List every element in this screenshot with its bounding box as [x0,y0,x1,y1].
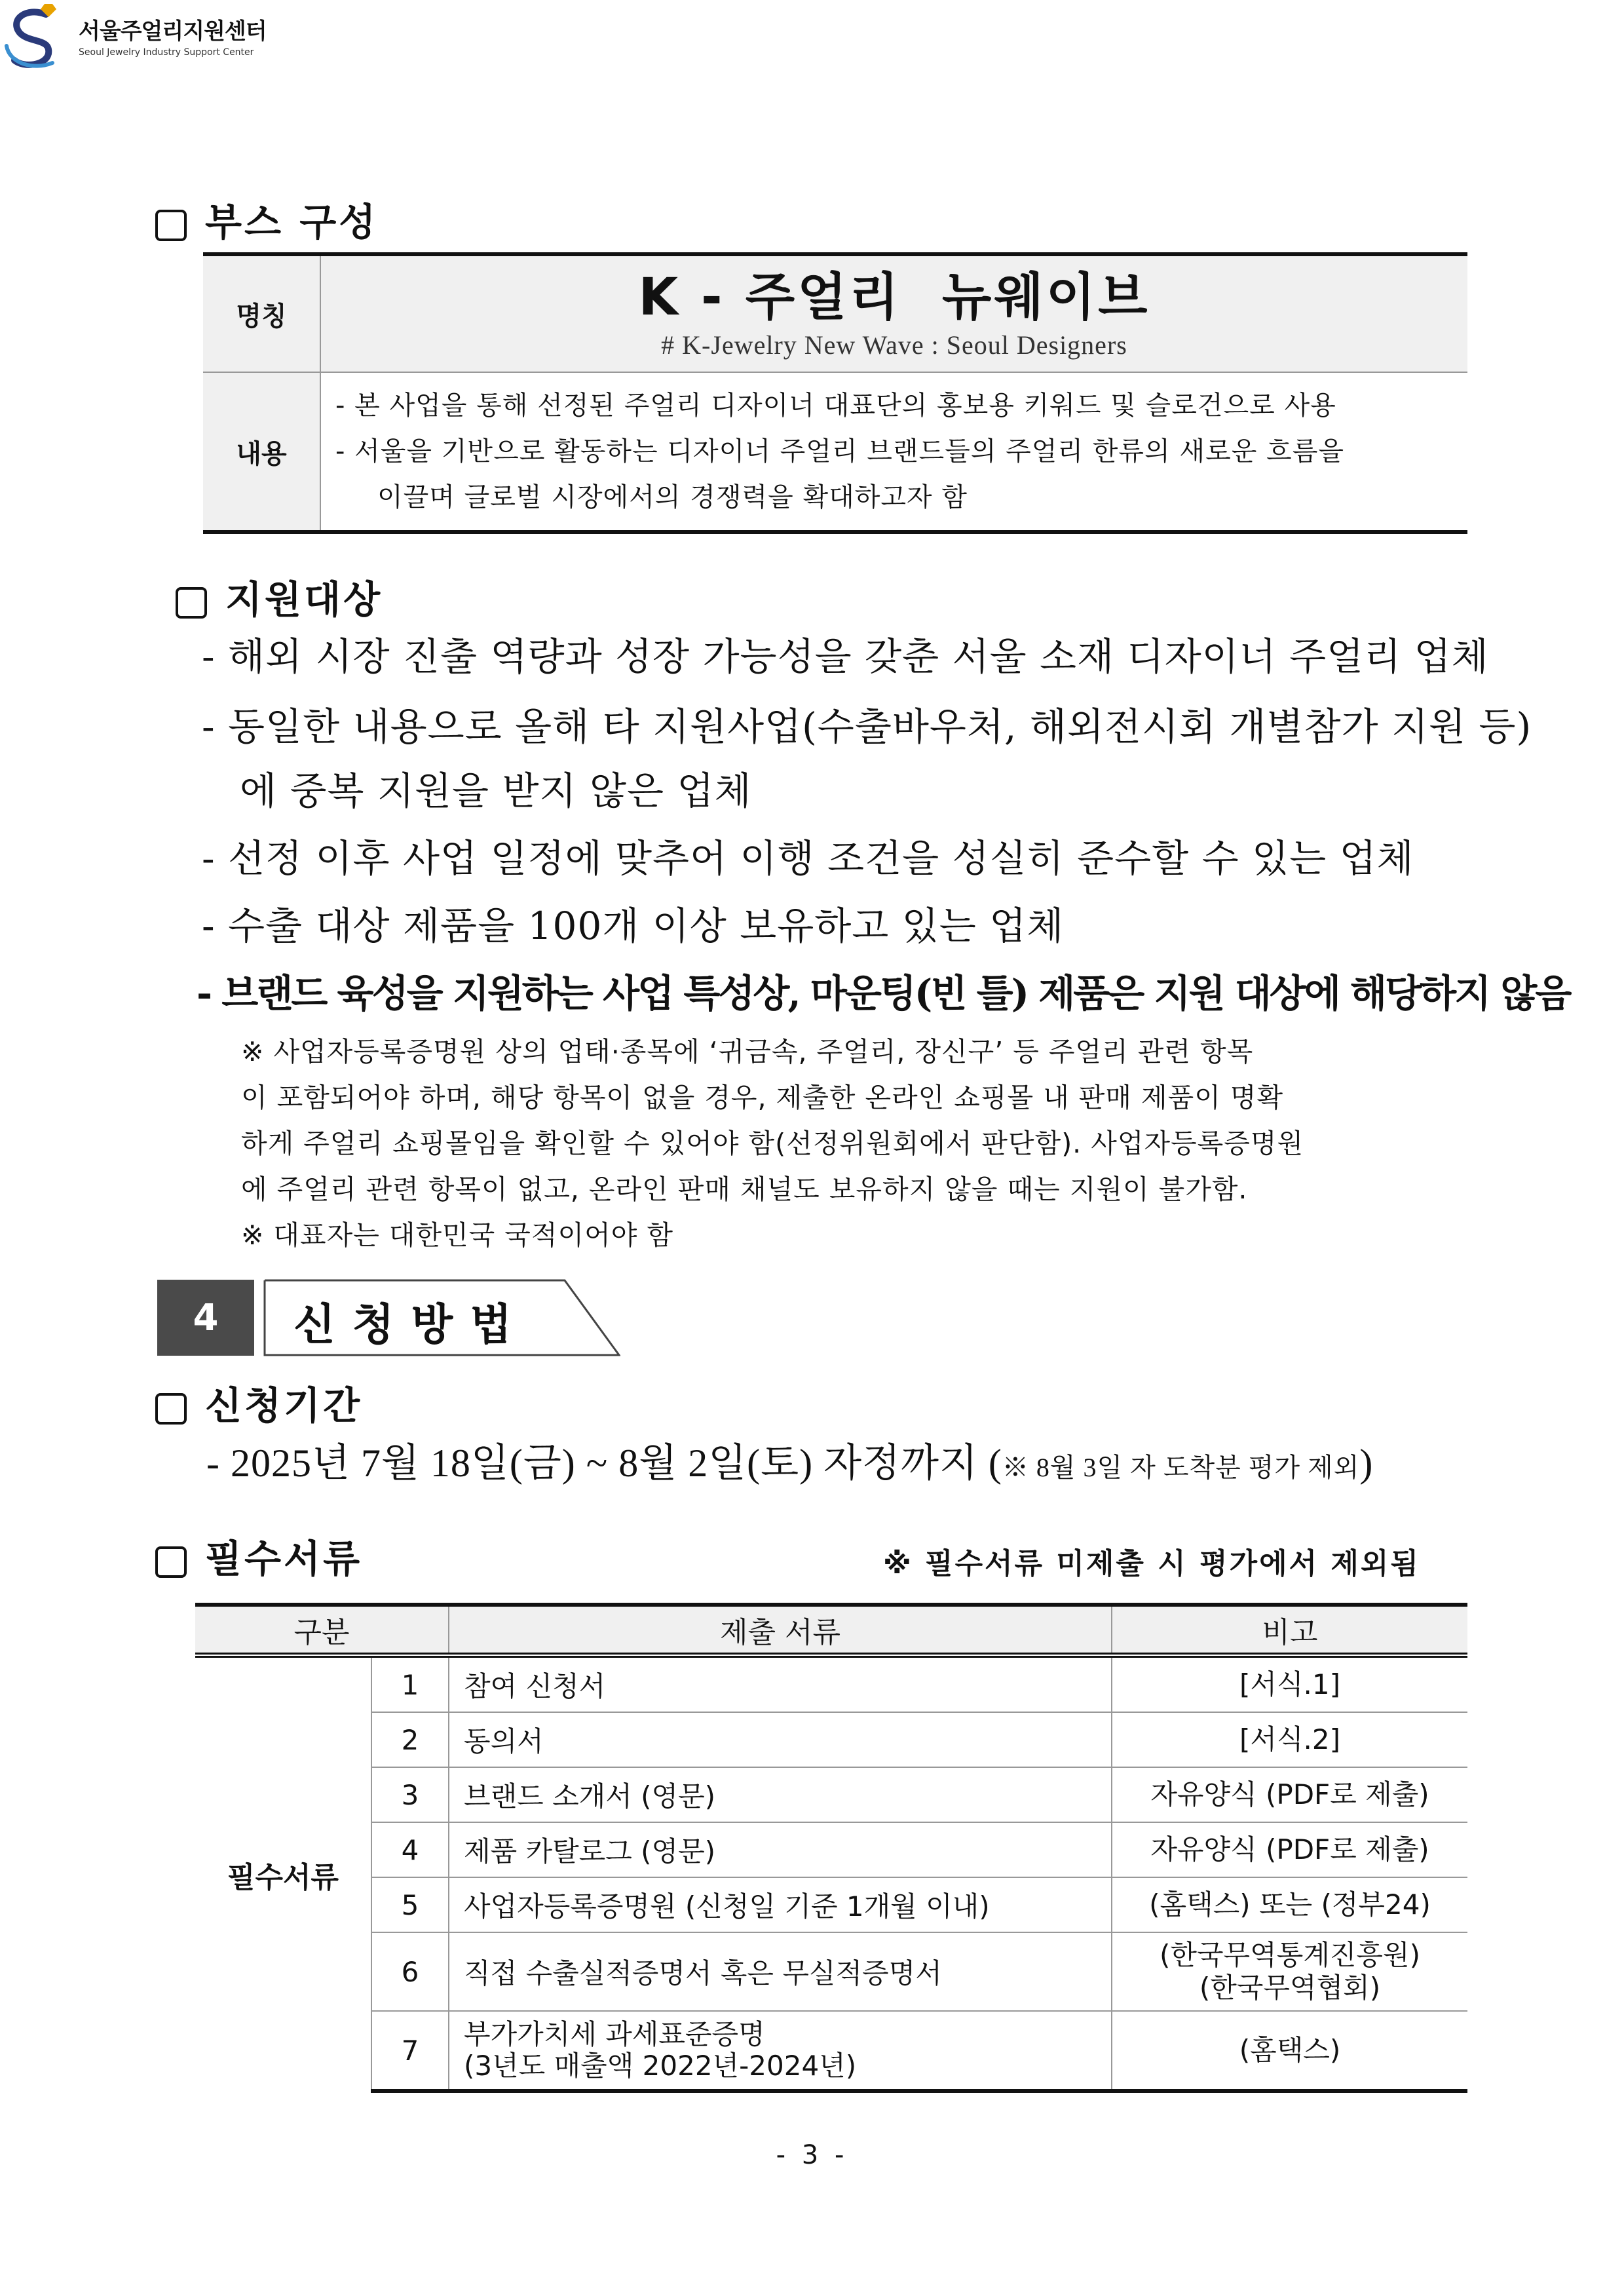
docs-table [195,1603,1467,2093]
booth-bullet: - 서울을 기반으로 활동하는 디자이너 주얼리 브랜드들의 주얼리 한류의 새로운 흐름을 [335,436,1344,467]
docs-row-document: 사업자등록증명원 (신청일 기준 1개월 이내) [449,1877,1112,1932]
booth-content-cell [320,372,1467,532]
period-heading [155,1375,362,1430]
booth-bullet: - 본 사업을 통해 선정된 주얼리 디자이너 대표단의 홍보용 키워드 및 슬로건으로 사용 [335,391,1336,421]
docs-header-remark: 비고 [1112,1605,1467,1655]
table-row [195,1877,1467,1932]
docs-row-document: 직접 수출실적증명서 혹은 무실적증명서 [449,1932,1112,2011]
checkbox-icon [176,587,207,619]
docs-row-remark-2: (한국무역협회) [1199,1972,1381,2004]
support-note: ※ 대표자는 대한민국 국적이어야 함 [241,1219,673,1251]
docs-row-remark: 자유양식 (PDF로 제출) [1112,1767,1467,1822]
support-item: - 선정 이후 사업 일정에 맞추어 이행 조건을 성실히 준수할 수 있는 업체 [202,836,1414,881]
docs-row-number: 6 [371,1932,449,2011]
support-heading [176,569,383,624]
period-note: ※ 8월 3일 자 도착분 평가 제외 [1002,1453,1360,1482]
table-row [195,2011,1467,2091]
support-item: - 해외 시장 진출 역량과 성장 가능성을 갖춘 서울 소재 디자이너 주얼리 업체 [202,634,1489,679]
booth-content-label: 내용 [203,372,320,532]
docs-row-remark: (홈택스) 또는 (정부24) [1112,1877,1467,1932]
table-row [195,1655,1467,1712]
booth-heading [155,191,378,246]
docs-row-remark: [서식.2] [1112,1712,1467,1767]
table-row [195,1712,1467,1767]
docs-notice: ※ 필수서류 미제출 시 평가에서 제외됨 [883,1547,1420,1580]
docs-row-number: 4 [371,1822,449,1877]
support-note: 에 주얼리 관련 항목이 없고, 온라인 판매 채널도 보유하지 않을 때는 지원이 불가함. [241,1174,1248,1205]
docs-row-number: 3 [371,1767,449,1822]
docs-row-document: 참여 신청서 [449,1655,1112,1712]
checkbox-icon [155,210,187,241]
booth-heading-text: 부스 구성 [205,200,379,244]
booth-bullet-continued: 이끌며 글로벌 시장에서의 경쟁력을 확대하고자 함 [377,482,968,512]
docs-row-number: 5 [371,1877,449,1932]
period-text-line [206,1432,1373,1488]
docs-row-remark-cell [1112,1932,1467,2011]
docs-row-remark: [서식.1] [1239,1668,1340,1700]
docs-row-document-2: (3년도 매출액 2022년-2024년) [464,2050,857,2082]
support-item: - 브랜드 육성을 지원하는 사업 특성상, 마운팅(빈 틀) 제품은 지원 대상에 해당하지 않음 [197,971,1570,1016]
section-number: 4 [157,1280,254,1356]
docs-row-document: 제품 카탈로그 (영문) [449,1822,1112,1877]
docs-row-remark: (한국무역통계진흥원) [1160,1939,1420,1971]
docs-row-remark: 자유양식 (PDF로 제출) [1112,1822,1467,1877]
table-row [195,1767,1467,1822]
docs-row-document: 부가가치세 과세표준증명 [464,2018,765,2050]
support-note: 이 포함되어야 하며, 해당 항목이 없을 경우, 제출한 온라인 쇼핑몰 내 판매 제품이 명확 [241,1082,1284,1113]
docs-row-document: 동의서 [449,1712,1112,1767]
support-note: 하게 주얼리 쇼핑몰임을 확인할 수 있어야 함(선정위원회에서 판단함). 사업자등록증명원 [241,1128,1304,1159]
checkbox-icon [155,1546,187,1578]
logo-emblem-icon [0,0,72,72]
period-text: - 2025년 7월 18일(금) ~ 8월 2일(토) 자정까지 ( [206,1442,1002,1485]
support-item: - 동일한 내용으로 올해 타 지원사업(수출바우처, 해외전시회 개별참가 지원 등) [202,704,1532,749]
support-note: ※ 사업자등록증명원 상의 업태·종목에 ‘귀금속, 주얼리, 장신구’ 등 주얼리 관련 항목 [241,1036,1254,1067]
logo-name-en: Seoul Jewelry Industry Support Center [79,47,254,58]
docs-category: 필수서류 [195,1655,371,2091]
period-close: ) [1359,1442,1374,1485]
booth-subtitle: # K-Jewelry New Wave : Seoul Designers [661,330,1127,360]
logo-name-ko: 서울주얼리지원센터 [79,18,267,45]
docs-row-number: 1 [371,1655,449,1712]
section-title: 신청방법 [293,1299,529,1350]
support-heading-text: 지원대상 [225,577,383,622]
table-row [195,1822,1467,1877]
docs-heading-text: 필수서류 [205,1537,363,1581]
booth-name-label: 명칭 [203,254,320,372]
support-item: - 수출 대상 제품을 100개 이상 보유하고 있는 업체 [202,904,1065,948]
docs-row-document-cell [449,2011,1112,2091]
docs-row-number: 7 [371,2011,449,2091]
docs-row-document: 브랜드 소개서 (영문) [449,1767,1112,1822]
docs-header-category: 구분 [195,1605,449,1655]
page-number: - 3 - [776,2140,848,2170]
booth-name-cell [320,254,1467,372]
docs-row-number: 2 [371,1712,449,1767]
period-heading-text: 신청기간 [205,1383,363,1428]
docs-header-document: 제출 서류 [449,1605,1112,1655]
booth-table [203,252,1467,534]
docs-row-remark: (홈택스) [1112,2011,1467,2091]
docs-heading [155,1528,362,1583]
checkbox-icon [155,1393,187,1425]
booth-title: K - 주얼리 뉴웨이브 [638,268,1150,327]
logo [0,0,288,79]
support-item-continued: 에 중복 지원을 받지 않은 업체 [240,769,752,813]
table-row [195,1932,1467,2011]
